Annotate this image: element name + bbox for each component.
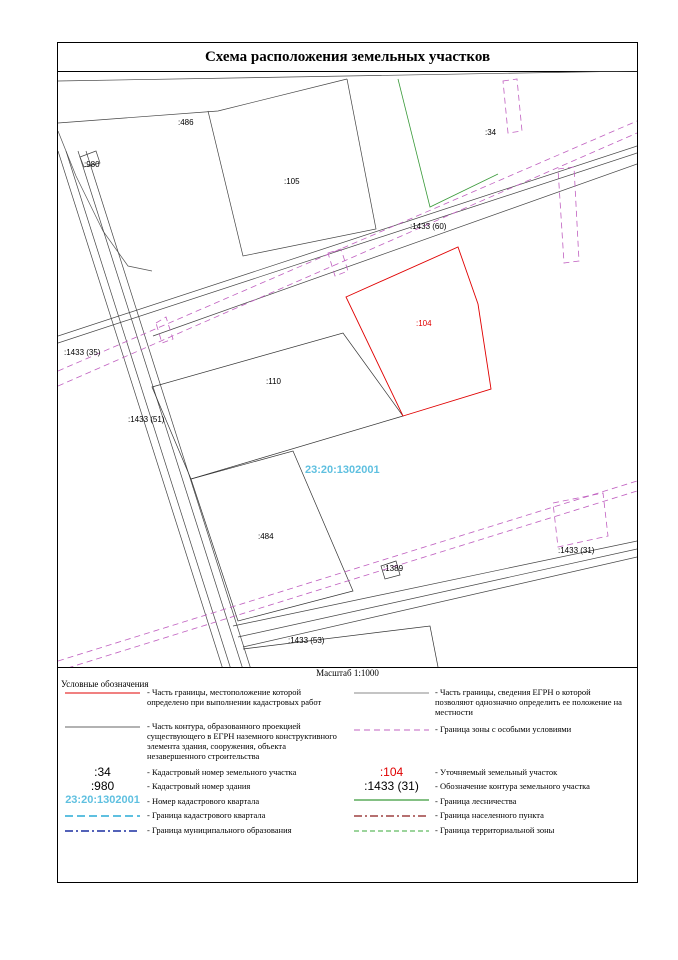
scale-label: Масштаб 1:1000 bbox=[316, 668, 379, 678]
legend-quarter-border-text: - Граница кадастрового квартала bbox=[147, 810, 266, 820]
label-1433-31: :1433 (31) bbox=[558, 546, 595, 555]
refined-parcel-104 bbox=[346, 247, 491, 416]
legend-zone-text: - Граница зоны с особыми условиями bbox=[435, 724, 572, 734]
map-area bbox=[58, 71, 637, 668]
legend-forestry-text: - Граница лесничества bbox=[435, 796, 517, 806]
label-1433-35: :1433 (35) bbox=[64, 348, 101, 357]
legend-red-line-symbol bbox=[65, 691, 140, 695]
legend-gray-line-symbol bbox=[354, 691, 429, 695]
label-105: :105 bbox=[284, 177, 300, 186]
label-34: :34 bbox=[485, 128, 497, 137]
legend-sym-980: :980 bbox=[90, 779, 115, 793]
legend-quarter-number-text: - Номер кадастрового квартала bbox=[147, 796, 260, 806]
schema-title: Схема расположения земельных участков bbox=[58, 43, 637, 72]
legend-parcel-number-text: - Кадастровый номер земельного участка bbox=[147, 767, 297, 777]
legend-contour-designation-text: - Обозначение контура земельного участка bbox=[435, 781, 590, 791]
legend-quarter-border-symbol bbox=[65, 814, 140, 818]
legend-sym-104: :104 bbox=[379, 765, 404, 779]
legend-sym-34: :34 bbox=[94, 765, 111, 779]
legend-contour-symbol bbox=[65, 725, 140, 729]
legend-gray-line-text: - Часть границы, сведения ЕГРН о которой позволяют однозначно определить ее положение на местности bbox=[435, 687, 622, 717]
legend-refined-text: - Уточняемый земельный участок bbox=[435, 767, 558, 777]
label-484: :484 bbox=[258, 532, 274, 541]
legend-zone-symbol bbox=[354, 728, 429, 732]
label-486: :486 bbox=[178, 118, 194, 127]
legend-forestry-symbol bbox=[354, 798, 429, 802]
cadastral-map bbox=[58, 71, 637, 667]
legend-municipal-symbol bbox=[65, 829, 140, 833]
label-quarter: 23:20:1302001 bbox=[305, 464, 380, 476]
legend-territorial-text: - Граница территориальной зоны bbox=[435, 825, 555, 835]
label-1389: :1389 bbox=[383, 564, 404, 573]
label-110: :110 bbox=[266, 377, 281, 386]
legend-sym-1433: :1433 (31) bbox=[364, 779, 419, 793]
label-1433-60: :1433 (60) bbox=[410, 222, 447, 231]
legend-territorial-symbol bbox=[354, 829, 429, 833]
legend-settlement-text: - Граница населенного пункта bbox=[435, 810, 544, 820]
legend-building-number-text: - Кадастровый номер здания bbox=[147, 781, 251, 791]
legend-settlement-symbol bbox=[354, 814, 429, 818]
legend-sym-quarter: 23:20:1302001 bbox=[65, 794, 140, 806]
road-corridor bbox=[58, 146, 637, 667]
parcel-110-484 bbox=[152, 333, 438, 667]
schema-sheet bbox=[57, 42, 638, 883]
legend-municipal-text: - Граница муниципального образования bbox=[147, 825, 292, 835]
legend-red-line-text: - Часть границы, местоположение которой определено при выполнении кадастровых работ bbox=[147, 687, 322, 707]
legend-contour-text: - Часть контура, образованного проекцией существующего в ЕГРН наземного конструктивного элемента здания, сооружения, объекта незавершенного строительства bbox=[147, 721, 337, 761]
legend-title: Условные обозначения bbox=[61, 679, 149, 689]
label-104: :104 bbox=[416, 319, 432, 328]
label-980: :980 bbox=[84, 160, 100, 169]
label-1433-51: :1433 (51) bbox=[128, 415, 165, 424]
label-1433-53: :1433 (53) bbox=[288, 636, 325, 645]
